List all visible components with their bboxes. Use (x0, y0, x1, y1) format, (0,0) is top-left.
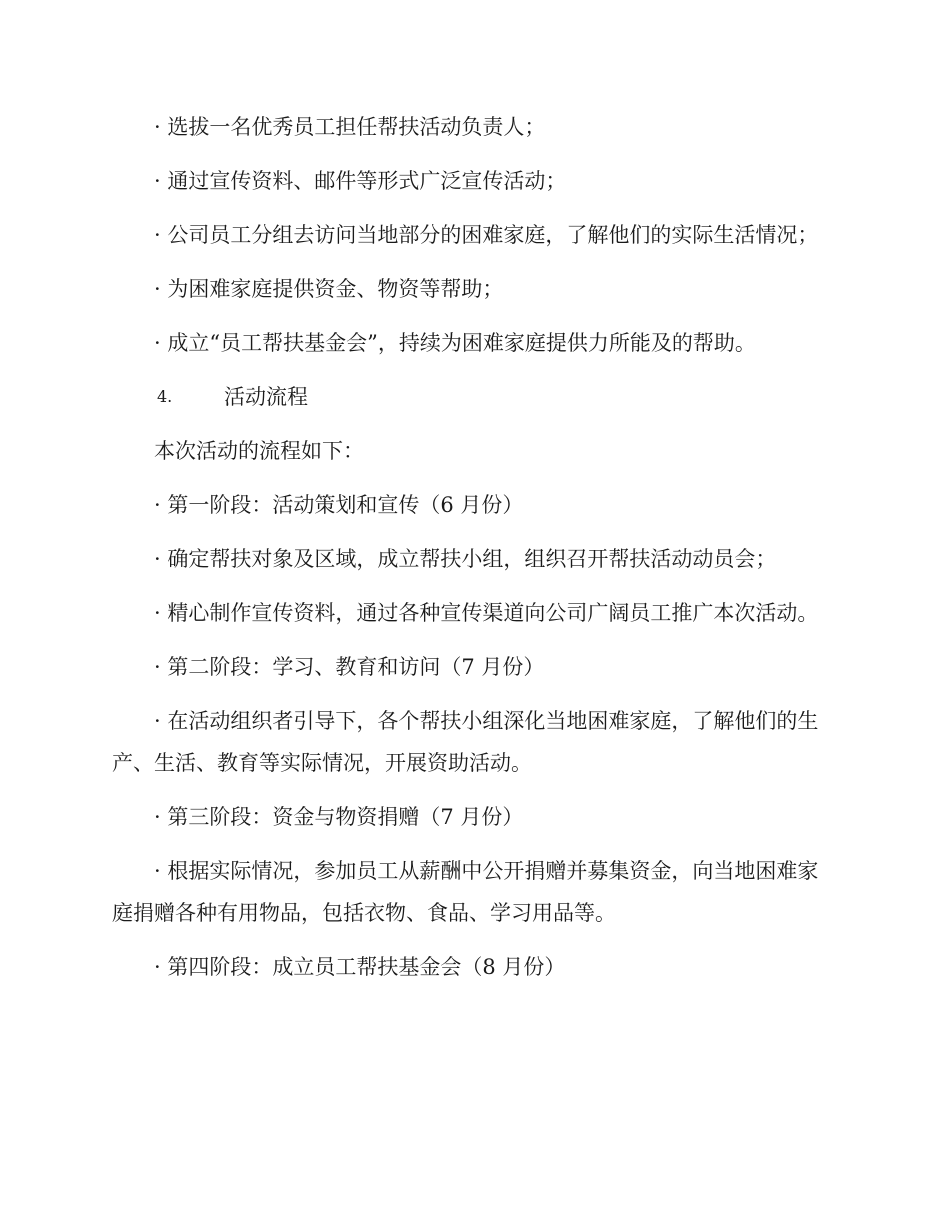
section-heading (112, 376, 824, 418)
paragraph-stage-two: · 第二阶段：学习、教育和访问（7 月份） (154, 655, 545, 679)
document-body (112, 106, 824, 1000)
paragraph-process-intro: 本次活动的流程如下： (154, 439, 364, 463)
paragraph-stage-three-detail: · 根据实际情况，参加员工从薪酬中公开捐赠并募集资金，向当地困难家庭捐赠各种有用物品，包括衣物、食品、学习用品等。 (112, 859, 819, 925)
paragraph-stage-two-detail: · 在活动组织者引导下，各个帮扶小组深化当地困难家庭，了解他们的生产、生活、教育等实际情况，开展资助活动。 (112, 709, 819, 775)
paragraph-stage-four: · 第四阶段：成立员工帮扶基金会（8 月份） (154, 955, 566, 979)
paragraph-promotion: · 通过宣传资料、邮件等形式广泛宣传活动； (154, 169, 567, 193)
paragraph-stage-three: · 第三阶段：资金与物资捐赠（7 月份） (154, 805, 524, 829)
section-title: 活动流程 (224, 385, 308, 409)
paragraph-found-fund: · 成立“员工帮扶基金会”，持续为困难家庭提供力所能及的帮助。 (154, 331, 756, 355)
section-number: 4. (157, 387, 173, 406)
paragraph-stage-one-detail-b: · 精心制作宣传资料，通过各种宣传渠道向公司广阔员工推广本次活动。 (154, 601, 819, 625)
paragraph-visit-families: · 公司员工分组去访问当地部分的困难家庭，了解他们的实际生活情况； (154, 223, 819, 247)
paragraph-stage-one-detail-a: · 确定帮扶对象及区域，成立帮扶小组，组织召开帮扶活动动员会； (154, 547, 777, 571)
paragraph-provide-aid: · 为困难家庭提供资金、物资等帮助； (154, 277, 504, 301)
paragraph-stage-one: · 第一阶段：活动策划和宣传（6 月份） (154, 493, 524, 517)
paragraph-select-leader: · 选拔一名优秀员工担任帮扶活动负责人； (154, 115, 546, 139)
